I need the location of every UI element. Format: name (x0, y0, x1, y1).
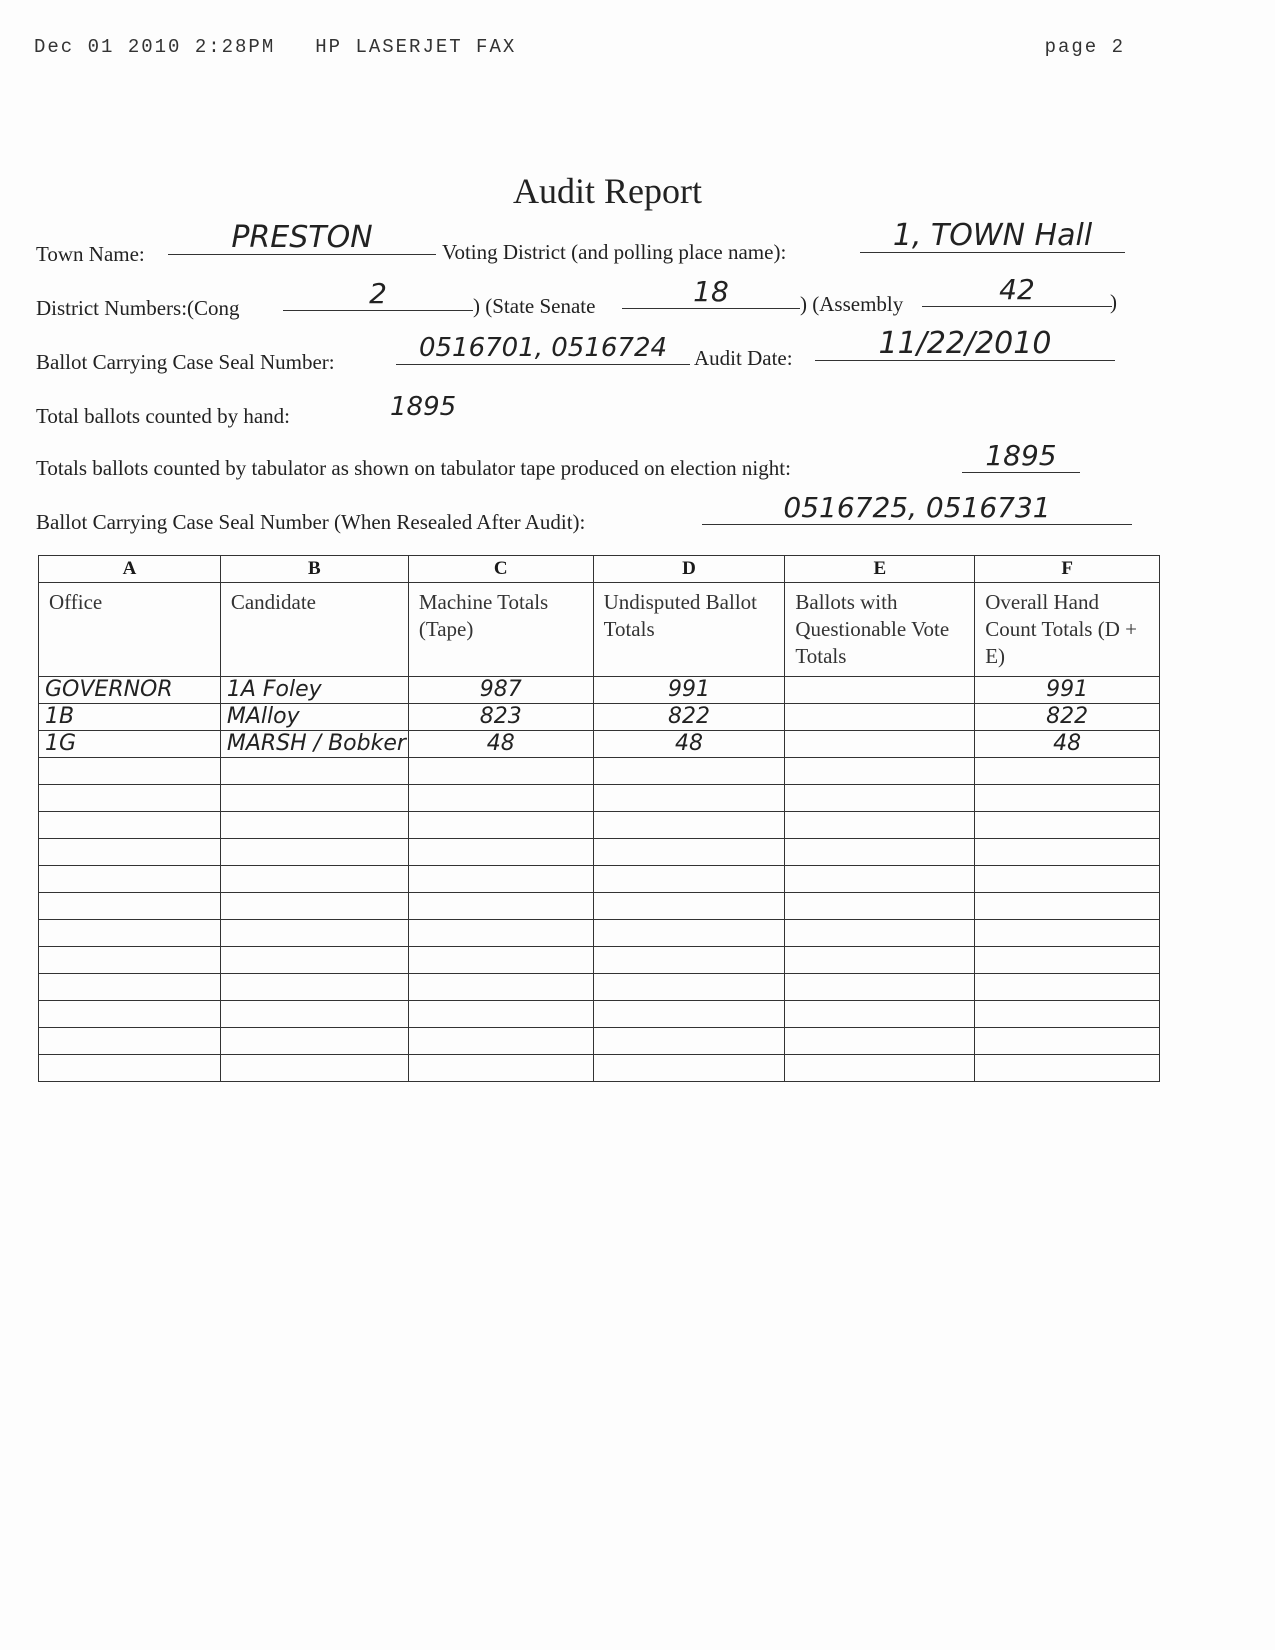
column-header-row (39, 583, 1160, 677)
fax-timestamp: Dec 01 2010 2:28PM (34, 36, 276, 58)
cell-candidate (220, 812, 408, 839)
cell-office (39, 1001, 221, 1028)
column-letter: F (975, 556, 1160, 583)
cell-machine-total (408, 866, 593, 893)
audit-date-label: Audit Date: (694, 346, 793, 370)
cell-undisputed-total (593, 758, 785, 785)
table-row (39, 812, 1160, 839)
cell-undisputed-total (593, 812, 785, 839)
cell-office (39, 839, 221, 866)
cell-hand-count-total (975, 839, 1160, 866)
cell-hand-count-total (975, 920, 1160, 947)
cell-machine-total (408, 1028, 593, 1055)
table-row (39, 1055, 1160, 1082)
cell-office (39, 974, 221, 1001)
cell-machine-total (408, 1001, 593, 1028)
cell-hand-count-total (975, 812, 1160, 839)
column-header-hand-count: Overall Hand Count Totals (D + E) (975, 583, 1160, 677)
town-name-label: Town Name: (36, 242, 145, 266)
table-row (39, 893, 1160, 920)
column-letter: C (408, 556, 593, 583)
district-numbers-label: District Numbers:(Cong (36, 296, 240, 320)
cell-candidate (220, 839, 408, 866)
cell-hand-count-total (975, 947, 1160, 974)
cell-office (39, 785, 221, 812)
table-row (39, 866, 1160, 893)
cell-questionable-total (785, 920, 975, 947)
cell-hand-count-total: 822 (975, 704, 1160, 731)
column-header-undisputed: Undisputed Ballot Totals (593, 583, 785, 677)
cell-questionable-total (785, 812, 975, 839)
cell-machine-total (408, 812, 593, 839)
cell-undisputed-total (593, 893, 785, 920)
assembly-close: ) (1110, 290, 1117, 314)
cell-hand-count-total (975, 1055, 1160, 1082)
column-header-questionable: Ballots with Questionable Vote Totals (785, 583, 975, 677)
column-header-candidate: Candidate (220, 583, 408, 677)
cell-undisputed-total (593, 1055, 785, 1082)
cell-hand-count-total: 991 (975, 677, 1160, 704)
table-row (39, 731, 1160, 758)
cell-office (39, 812, 221, 839)
cell-machine-total (408, 785, 593, 812)
cell-questionable-total (785, 1001, 975, 1028)
fax-header (34, 36, 1125, 58)
cell-candidate (220, 866, 408, 893)
reseal-value: 0516725, 0516731 (702, 496, 1132, 525)
cell-candidate (220, 1001, 408, 1028)
cell-undisputed-total: 991 (593, 677, 785, 704)
cell-undisputed-total: 822 (593, 704, 785, 731)
reseal-label: Ballot Carrying Case Seal Number (When Resealed After Audit): (36, 510, 586, 534)
cell-hand-count-total (975, 785, 1160, 812)
cell-office (39, 920, 221, 947)
cell-hand-count-total (975, 1028, 1160, 1055)
tabulator-value: 1895 (962, 444, 1080, 473)
cell-machine-total (408, 947, 593, 974)
column-header-office: Office (39, 583, 221, 677)
cell-questionable-total (785, 704, 975, 731)
cell-office (39, 947, 221, 974)
cell-candidate (220, 974, 408, 1001)
cell-machine-total (408, 893, 593, 920)
cell-undisputed-total (593, 1028, 785, 1055)
table-row (39, 758, 1160, 785)
table-row (39, 677, 1160, 704)
cell-candidate (220, 893, 408, 920)
audit-date-value: 11/22/2010 (815, 332, 1115, 361)
table-row (39, 920, 1160, 947)
table-row (39, 785, 1160, 812)
table-row (39, 974, 1160, 1001)
cell-machine-total (408, 758, 593, 785)
cell-machine-total: 987 (408, 677, 593, 704)
seal-number-label: Ballot Carrying Case Seal Number: (36, 350, 335, 374)
voting-district-label: Voting District (and polling place name): (442, 240, 787, 264)
cell-machine-total: 48 (408, 731, 593, 758)
hand-count-label: Total ballots counted by hand: (36, 404, 290, 428)
hand-count-value: 1895 (390, 392, 457, 422)
fax-page-number: page 2 (1044, 36, 1125, 58)
cell-hand-count-total (975, 758, 1160, 785)
cell-questionable-total (785, 677, 975, 704)
cell-questionable-total (785, 893, 975, 920)
column-letter: E (785, 556, 975, 583)
table-row (39, 1001, 1160, 1028)
cell-questionable-total (785, 866, 975, 893)
cell-hand-count-total (975, 893, 1160, 920)
cell-machine-total (408, 1055, 593, 1082)
cell-hand-count-total: 48 (975, 731, 1160, 758)
tabulator-label: Totals ballots counted by tabulator as shown on tabulator tape produced on election night: (36, 456, 791, 480)
cell-office: GOVERNOR (39, 677, 221, 704)
cell-hand-count-total (975, 1001, 1160, 1028)
cell-questionable-total (785, 785, 975, 812)
cell-candidate: 1A Foley (220, 677, 408, 704)
cell-undisputed-total (593, 1001, 785, 1028)
cell-candidate (220, 758, 408, 785)
cell-questionable-total (785, 839, 975, 866)
cell-candidate (220, 785, 408, 812)
column-letter: B (220, 556, 408, 583)
cell-office: 1G (39, 731, 221, 758)
page-title: Audit Report (513, 171, 702, 211)
cell-undisputed-total: 48 (593, 731, 785, 758)
fax-device: HP LASERJET FAX (315, 36, 517, 58)
cell-office (39, 866, 221, 893)
cell-candidate (220, 920, 408, 947)
assembly-value: 42 (922, 278, 1112, 307)
cell-office (39, 1028, 221, 1055)
cell-undisputed-total (593, 974, 785, 1001)
assembly-label: ) (Assembly (800, 292, 904, 316)
column-letter-row (39, 556, 1160, 583)
voting-district-value: 1, TOWN Hall (860, 224, 1125, 253)
cell-candidate: MAlloy (220, 704, 408, 731)
cell-candidate (220, 1028, 408, 1055)
cell-machine-total (408, 839, 593, 866)
state-senate-value: 18 (622, 280, 800, 309)
cell-questionable-total (785, 1028, 975, 1055)
cell-questionable-total (785, 974, 975, 1001)
cell-questionable-total (785, 947, 975, 974)
column-header-machine-totals: Machine Totals (Tape) (408, 583, 593, 677)
cell-office (39, 758, 221, 785)
cell-hand-count-total (975, 866, 1160, 893)
audit-table (38, 555, 1160, 1082)
table-row (39, 839, 1160, 866)
table-row (39, 947, 1160, 974)
cong-value: 2 (283, 282, 473, 311)
cell-office: 1B (39, 704, 221, 731)
table-row (39, 1028, 1160, 1055)
cell-machine-total (408, 974, 593, 1001)
cell-machine-total: 823 (408, 704, 593, 731)
cell-candidate: MARSH / Bobker (220, 731, 408, 758)
cell-questionable-total (785, 731, 975, 758)
town-name-value: PRESTON (168, 226, 436, 255)
cell-undisputed-total (593, 866, 785, 893)
cell-questionable-total (785, 758, 975, 785)
cell-undisputed-total (593, 839, 785, 866)
cell-hand-count-total (975, 974, 1160, 1001)
cell-undisputed-total (593, 920, 785, 947)
column-letter: D (593, 556, 785, 583)
state-senate-label: ) (State Senate (473, 294, 596, 318)
column-letter: A (39, 556, 221, 583)
cell-undisputed-total (593, 947, 785, 974)
cell-questionable-total (785, 1055, 975, 1082)
cell-office (39, 1055, 221, 1082)
cell-candidate (220, 947, 408, 974)
cell-office (39, 893, 221, 920)
table-row (39, 704, 1160, 731)
cell-candidate (220, 1055, 408, 1082)
seal-number-value: 0516701, 0516724 (396, 336, 690, 365)
cell-machine-total (408, 920, 593, 947)
cell-undisputed-total (593, 785, 785, 812)
